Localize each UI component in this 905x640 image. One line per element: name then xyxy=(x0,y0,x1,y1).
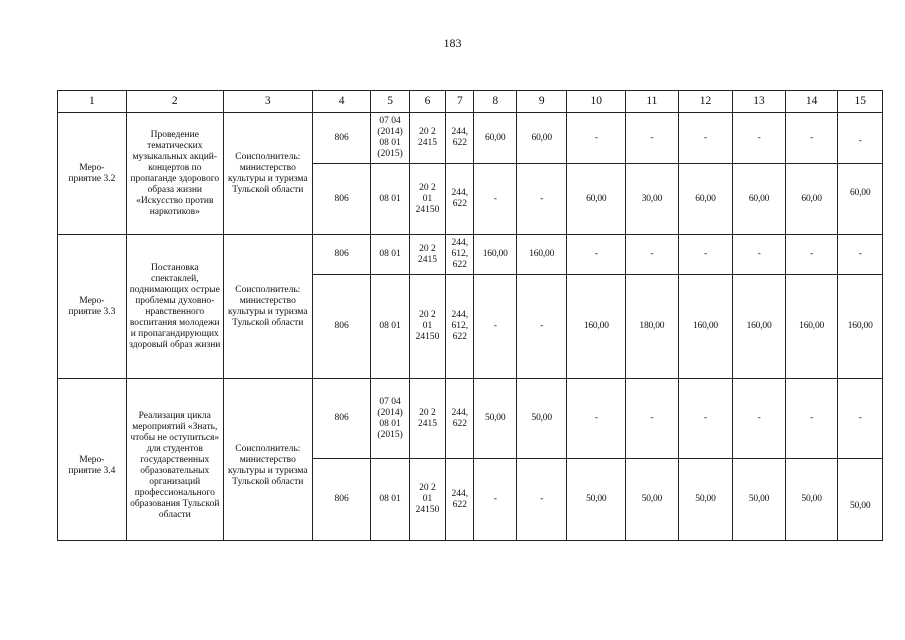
cell-value: 50,00 xyxy=(678,459,733,541)
cell-value: 50,00 xyxy=(626,459,679,541)
cell-type: 244, 622 xyxy=(446,164,474,235)
header-cell: 13 xyxy=(733,91,786,113)
header-cell: 3 xyxy=(223,91,312,113)
header-cell: 6 xyxy=(409,91,445,113)
cell-value: 60,00 xyxy=(733,164,786,235)
cell-target: 20 2 01 24150 xyxy=(409,275,445,379)
cell-value: - xyxy=(785,235,838,275)
cell-value: - xyxy=(516,459,567,541)
cell-value: 160,00 xyxy=(516,235,567,275)
cell-value: - xyxy=(733,235,786,275)
cell-type: 244, 622 xyxy=(446,379,474,459)
cell-target: 20 2 2415 xyxy=(409,113,445,164)
cell-type: 244, 612, 622 xyxy=(446,275,474,379)
cell-value: 50,00 xyxy=(838,459,883,541)
activity-executor: Соисполнитель: министерство культуры и туризма Тульской области xyxy=(223,235,312,379)
cell-value: 160,00 xyxy=(785,275,838,379)
cell-value: 60,00 xyxy=(567,164,626,235)
cell-target: 20 2 2415 xyxy=(409,235,445,275)
cell-value: - xyxy=(733,379,786,459)
cell-value: 60,00 xyxy=(474,113,516,164)
cell-section: 08 01 xyxy=(371,235,409,275)
cell-code: 806 xyxy=(312,164,371,235)
cell-value: 50,00 xyxy=(733,459,786,541)
cell-section: 07 04 (2014) 08 01 (2015) xyxy=(371,379,409,459)
cell-code: 806 xyxy=(312,275,371,379)
header-cell: 11 xyxy=(626,91,679,113)
cell-value: 50,00 xyxy=(567,459,626,541)
cell-value: - xyxy=(567,235,626,275)
cell-value: 30,00 xyxy=(626,164,679,235)
cell-value: 160,00 xyxy=(474,235,516,275)
activity-id: Меро- приятие 3.3 xyxy=(58,235,127,379)
cell-value: - xyxy=(733,113,786,164)
cell-target: 20 2 01 24150 xyxy=(409,459,445,541)
activity-executor: Соисполнитель: министерство культуры и туризма Тульской области xyxy=(223,379,312,541)
cell-value: 160,00 xyxy=(838,275,883,379)
cell-value: - xyxy=(516,275,567,379)
table-row xyxy=(58,379,883,459)
header-cell: 9 xyxy=(516,91,567,113)
cell-value: - xyxy=(626,379,679,459)
cell-value: 50,00 xyxy=(785,459,838,541)
table-row xyxy=(58,235,883,275)
cell-section: 08 01 xyxy=(371,459,409,541)
header-cell: 7 xyxy=(446,91,474,113)
activity-name: Реализация цикла мероприятий «Знать, чтобы не оступиться» для студентов государственных образовательных организаций профессионального образования Тульской области xyxy=(126,379,223,541)
cell-value: - xyxy=(678,113,733,164)
header-row xyxy=(58,91,883,113)
table-row xyxy=(58,113,883,164)
cell-value: 180,00 xyxy=(626,275,679,379)
header-cell: 2 xyxy=(126,91,223,113)
cell-value: - xyxy=(678,235,733,275)
cell-value: - xyxy=(678,379,733,459)
cell-value: - xyxy=(567,113,626,164)
cell-code: 806 xyxy=(312,113,371,164)
cell-value: - xyxy=(567,379,626,459)
cell-value: - xyxy=(785,113,838,164)
activity-name: Проведение тематических музыкальных акций-концертов по пропаганде здорового образа жизни «Искусство против наркотиков» xyxy=(126,113,223,235)
cell-value: 60,00 xyxy=(678,164,733,235)
header-cell: 4 xyxy=(312,91,371,113)
cell-value: - xyxy=(474,275,516,379)
cell-section: 08 01 xyxy=(371,164,409,235)
cell-code: 806 xyxy=(312,379,371,459)
activity-executor: Соисполнитель: министерство культуры и туризма Тульской области xyxy=(223,113,312,235)
cell-value: - xyxy=(838,235,883,275)
header-cell: 5 xyxy=(371,91,409,113)
cell-value: - xyxy=(474,164,516,235)
activity-id: Меро- приятие 3.4 xyxy=(58,379,127,541)
budget-table xyxy=(57,90,883,541)
activity-name: Постановка спектаклей, поднимающих острые проблемы духовно-нравственного воспитания молодежи и пропагандирующих здоровый образ жизни xyxy=(126,235,223,379)
header-cell: 14 xyxy=(785,91,838,113)
cell-value: - xyxy=(838,379,883,459)
cell-type: 244, 622 xyxy=(446,113,474,164)
cell-value: 50,00 xyxy=(474,379,516,459)
cell-code: 806 xyxy=(312,235,371,275)
cell-target: 20 2 2415 xyxy=(409,379,445,459)
cell-value: 50,00 xyxy=(516,379,567,459)
cell-section: 08 01 xyxy=(371,275,409,379)
cell-code: 806 xyxy=(312,459,371,541)
header-cell: 12 xyxy=(678,91,733,113)
cell-value: 160,00 xyxy=(567,275,626,379)
cell-value: - xyxy=(516,164,567,235)
header-cell: 10 xyxy=(567,91,626,113)
cell-value: - xyxy=(626,113,679,164)
cell-target: 20 2 01 24150 xyxy=(409,164,445,235)
cell-value: 160,00 xyxy=(733,275,786,379)
cell-value: - xyxy=(785,379,838,459)
cell-value: - xyxy=(474,459,516,541)
cell-value: - xyxy=(626,235,679,275)
cell-section: 07 04 (2014) 08 01 (2015) xyxy=(371,113,409,164)
cell-type: 244, 612, 622 xyxy=(446,235,474,275)
header-cell: 1 xyxy=(58,91,127,113)
cell-value: 60,00 xyxy=(516,113,567,164)
activity-id: Меро- приятие 3.2 xyxy=(58,113,127,235)
page-number: 183 xyxy=(443,36,462,50)
cell-type: 244, 622 xyxy=(446,459,474,541)
cell-value: 160,00 xyxy=(678,275,733,379)
header-cell: 8 xyxy=(474,91,516,113)
cell-value: - xyxy=(838,113,883,164)
header-cell: 15 xyxy=(838,91,883,113)
cell-value: 60,00 xyxy=(838,164,883,235)
cell-value: 60,00 xyxy=(785,164,838,235)
